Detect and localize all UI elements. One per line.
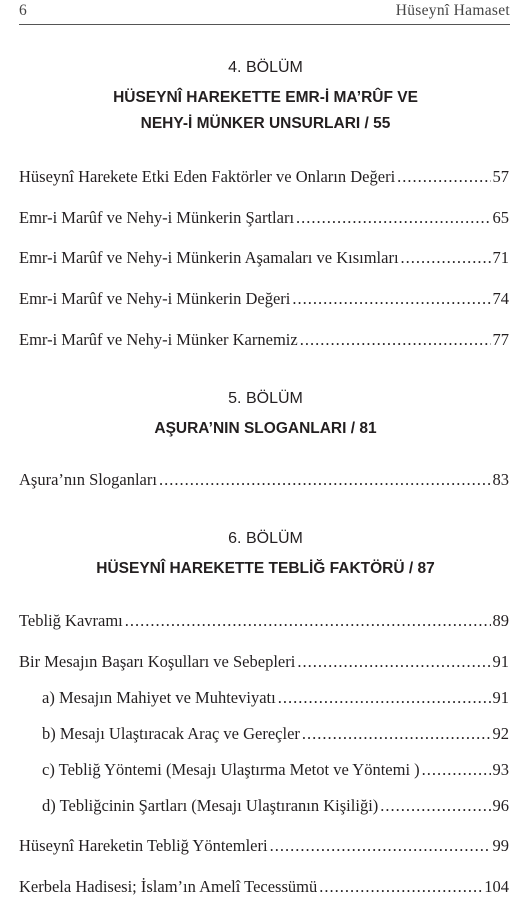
toc-entry[interactable] bbox=[19, 247, 509, 269]
leader-dots bbox=[296, 207, 490, 229]
toc-entry-label: Emr-i Marûf ve Nehy-i Münkerin Şartları bbox=[19, 208, 295, 227]
toc-entry-page: 91 bbox=[492, 652, 509, 671]
leader-dots bbox=[292, 288, 490, 310]
leader-dots bbox=[319, 876, 482, 898]
chapter-4-heading bbox=[0, 57, 531, 137]
leader-dots bbox=[159, 469, 491, 491]
toc-entry[interactable] bbox=[19, 610, 509, 632]
toc-entry-page: 83 bbox=[492, 470, 509, 489]
toc-subentry[interactable] bbox=[42, 687, 509, 709]
chapter-number: 4. BÖLÜM bbox=[228, 59, 303, 76]
toc-entry-page: 104 bbox=[484, 877, 509, 896]
running-header bbox=[19, 0, 510, 25]
leader-dots bbox=[278, 687, 491, 709]
toc-entry-label: Emr-i Marûf ve Nehy-i Münkerin Değeri bbox=[19, 289, 291, 308]
toc-entry-page: 92 bbox=[492, 724, 509, 743]
toc-entry-label: a) Mesajın Mahiyet ve Muhteviyatı bbox=[42, 688, 276, 707]
toc-entry-page: 77 bbox=[492, 330, 509, 349]
leader-dots bbox=[302, 723, 491, 745]
toc-entry-page: 89 bbox=[492, 611, 509, 630]
toc-entry-page: 93 bbox=[492, 760, 509, 779]
toc-entry[interactable] bbox=[19, 288, 509, 310]
chapter-title-line-1: HÜSEYNÎ HAREKETTE TEBLİĞ FAKTÖRÜ / 87 bbox=[96, 560, 435, 577]
toc-entry-label: Hüseynî Harekete Etki Eden Faktörler ve Onların Değeri bbox=[19, 167, 396, 186]
page-number: 6 bbox=[19, 2, 27, 19]
toc-entry[interactable] bbox=[19, 835, 509, 857]
toc-entry-page: 65 bbox=[492, 208, 509, 227]
toc-entry[interactable] bbox=[19, 166, 509, 188]
toc-subentry[interactable] bbox=[42, 759, 509, 781]
toc-entry-label: c) Tebliğ Yöntemi (Mesajı Ulaştırma Metot ve Yöntemi ) bbox=[42, 760, 420, 779]
book-title: Hüseynî Hamaset bbox=[395, 2, 510, 19]
toc-entry-page: 96 bbox=[492, 796, 509, 815]
toc-entry-label: Kerbela Hadisesi; İslam’ın Amelî Tecessümü bbox=[19, 877, 318, 896]
chapter-title-line-2: NEHY-İ MÜNKER UNSURLARI / 55 bbox=[140, 115, 391, 132]
toc-entry-page: 99 bbox=[492, 836, 509, 855]
leader-dots bbox=[300, 329, 491, 351]
leader-dots bbox=[297, 651, 490, 673]
toc-entry-label: Bir Mesajın Başarı Koşulları ve Sebepleri bbox=[19, 652, 296, 671]
toc-subentry[interactable] bbox=[42, 795, 509, 817]
toc-entry[interactable] bbox=[19, 876, 509, 898]
toc-entry[interactable] bbox=[19, 207, 509, 229]
toc-entry-page: 91 bbox=[492, 688, 509, 707]
toc-entry[interactable] bbox=[19, 329, 509, 351]
toc-entry-label: d) Tebliğcinin Şartları (Mesajı Ulaştıranın Kişiliği) bbox=[42, 796, 379, 815]
toc-subentry[interactable] bbox=[42, 723, 509, 745]
leader-dots bbox=[401, 247, 491, 269]
chapter-number: 6. BÖLÜM bbox=[228, 530, 303, 547]
chapter-5-heading bbox=[0, 388, 531, 442]
toc-entry-label: b) Mesajı Ulaştıracak Araç ve Gereçler bbox=[42, 724, 300, 743]
leader-dots bbox=[397, 166, 490, 188]
toc-entry[interactable] bbox=[19, 469, 509, 491]
leader-dots bbox=[422, 759, 491, 781]
toc-entry-label: Aşura’nın Sloganları bbox=[19, 470, 157, 489]
toc-entry-label: Tebliğ Kavramı bbox=[19, 611, 123, 630]
toc-entry[interactable] bbox=[19, 651, 509, 673]
toc-entry-label: Emr-i Marûf ve Nehy-i Münker Karnemiz bbox=[19, 330, 298, 349]
chapter-title-line-1: AŞURA’NIN SLOGANLARI / 81 bbox=[154, 420, 377, 437]
toc-entry-label: Hüseynî Hareketin Tebliğ Yöntemleri bbox=[19, 836, 268, 855]
chapter-6-heading bbox=[0, 528, 531, 582]
leader-dots bbox=[380, 795, 490, 817]
chapter-number: 5. BÖLÜM bbox=[228, 390, 303, 407]
toc-entry-page: 74 bbox=[492, 289, 509, 308]
toc-entry-page: 71 bbox=[492, 248, 509, 267]
toc-entry-label: Emr-i Marûf ve Nehy-i Münkerin Aşamaları ve Kısımları bbox=[19, 248, 399, 267]
chapter-title-line-1: HÜSEYNÎ HAREKETTE EMR-İ MA’RÛF VE bbox=[113, 89, 418, 106]
leader-dots bbox=[270, 835, 491, 857]
toc-entry-page: 57 bbox=[492, 167, 509, 186]
leader-dots bbox=[125, 610, 491, 632]
